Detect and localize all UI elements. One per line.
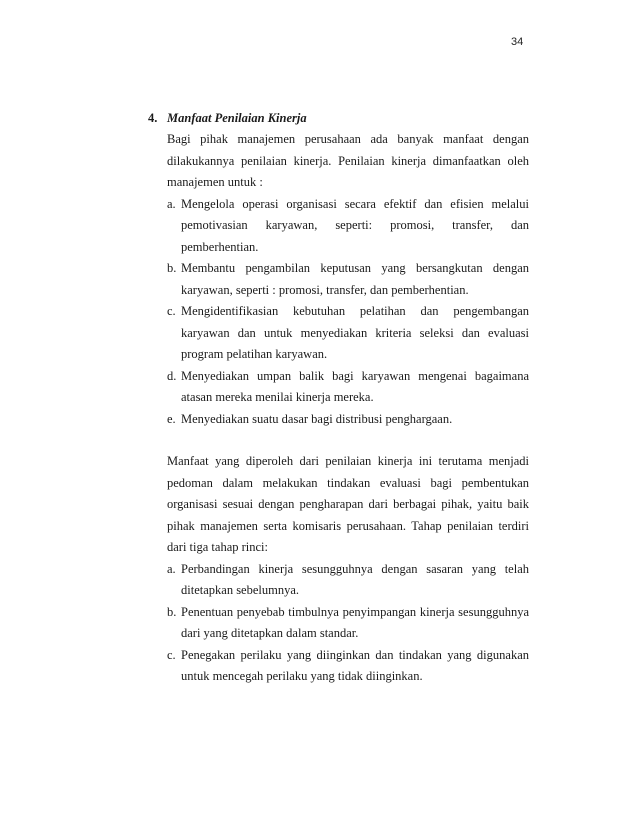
- list-marker: e.: [167, 411, 176, 426]
- paragraph-gap: [167, 430, 529, 451]
- list-marker: c.: [167, 304, 176, 318]
- intro-paragraph: Bagi pihak manajemen perusahaan ada banyak manfaat dengan dilakukannya penilaian kinerja. Penilaian kinerja dimanfaatkan oleh manajemen untuk :: [167, 132, 529, 189]
- list-item-text: Menyediakan umpan balik bagi karyawan mengenai bagaimana atasan mereka menilai kinerja mereka.: [181, 368, 529, 404]
- list-item: [167, 366, 529, 409]
- list-marker: d.: [167, 368, 177, 383]
- list-item-text: Mengidentifikasian kebutuhan pelatihan dan pengembangan karyawan dan untuk menyediakan kriteria seleksi dan evaluasi program pelatihan karyawan.: [181, 304, 529, 361]
- list-item: [167, 645, 529, 688]
- second-paragraph: Manfaat yang diperoleh dari penilaian kinerja ini terutama menjadi pedoman dalam melakukan tindakan evaluasi bagi pembentukan organisasi sesuai dengan pengharapan dari berbagai pihak, yaitu baik pihak manajemen serta komisaris perusahaan. Tahap penilaian terdiri dari tiga tahap rinci:: [167, 454, 529, 554]
- list-marker: b.: [167, 261, 177, 275]
- list-item-text: Menyediakan suatu dasar bagi distribusi penghargaan.: [181, 411, 453, 426]
- list-marker: c.: [167, 647, 176, 662]
- section-body: [167, 129, 529, 688]
- list-marker: a.: [167, 196, 176, 211]
- list-item: [167, 409, 529, 431]
- list-item: [167, 602, 529, 645]
- list-item: [167, 194, 529, 259]
- list-marker: b.: [167, 604, 177, 619]
- stages-list: [167, 559, 529, 688]
- list-item: [167, 301, 529, 366]
- section-title: Manfaat Penilaian Kinerja: [167, 111, 307, 125]
- list-item: [167, 559, 529, 602]
- section-manfaat-penilaian-kinerja: [148, 108, 530, 688]
- list-item-text: Perbandingan kinerja sesungguhnya dengan sasaran yang telah ditetapkan sebelumnya.: [181, 561, 529, 597]
- list-item-text: Penegakan perilaku yang diinginkan dan tindakan yang digunakan untuk mencegah perilaku yang tidak diinginkan.: [181, 647, 529, 683]
- section-heading: [148, 108, 530, 129]
- page-number: 34: [511, 36, 524, 48]
- section-number: 4.: [148, 111, 158, 125]
- list-item-text: Membantu pengambilan keputusan yang bersangkutan dengan karyawan, seperti : promosi, transfer, dan pemberhentian.: [181, 261, 529, 297]
- benefits-list: [167, 194, 529, 431]
- list-item-text: Penentuan penyebab timbulnya penyimpangan kinerja sesungguhnya dari yang ditetapkan dalam standar.: [181, 604, 529, 640]
- list-marker: a.: [167, 561, 176, 576]
- list-item: [167, 258, 529, 301]
- list-item-text: Mengelola operasi organisasi secara efektif dan efisien melalui pemotivasian karyawan, seperti: promosi, transfer, dan pemberhentian.: [181, 196, 529, 254]
